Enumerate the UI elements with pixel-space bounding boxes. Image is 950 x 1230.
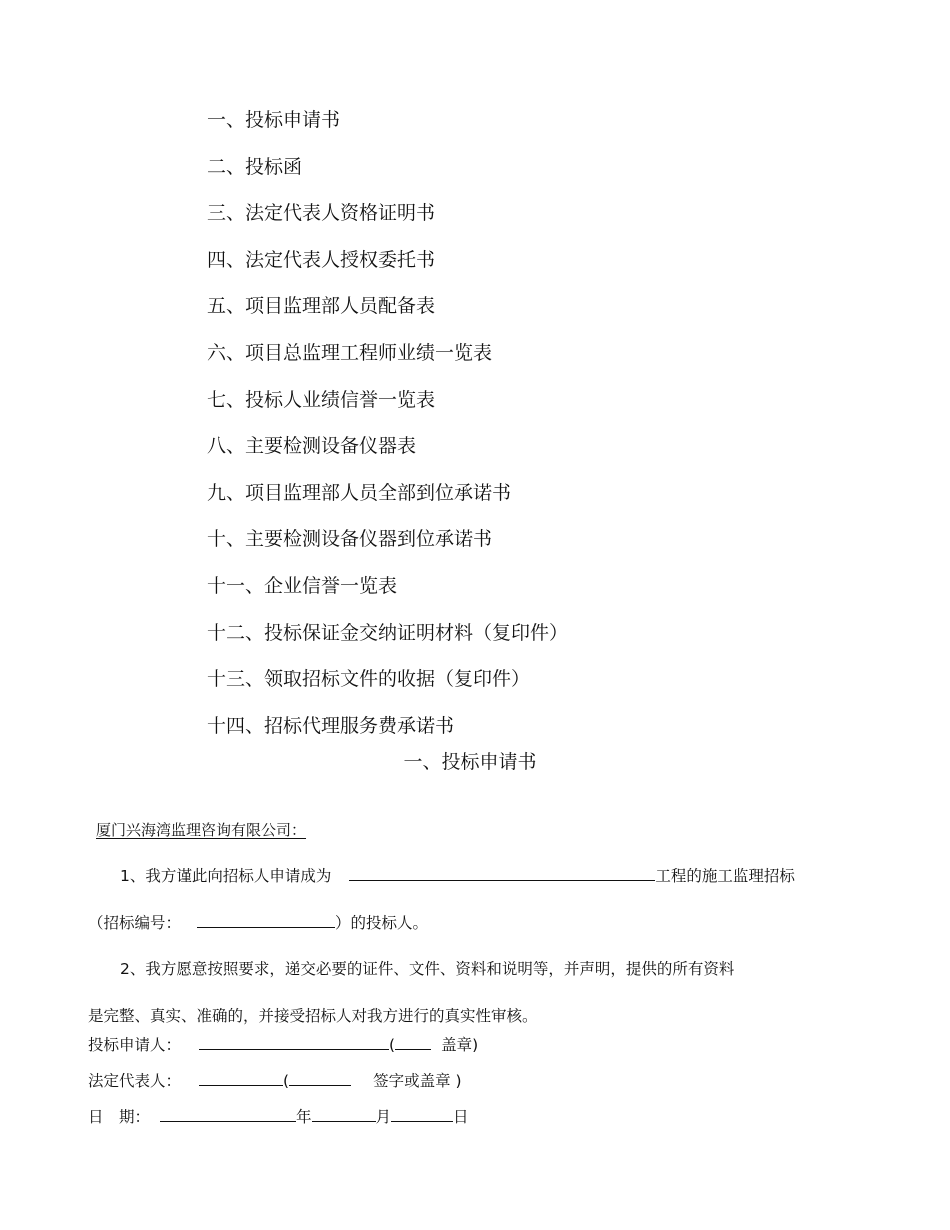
toc-item: 九、项目监理部人员全部到位承诺书 bbox=[207, 481, 512, 504]
representative-paren: ( bbox=[283, 1072, 290, 1090]
paragraph-1-text: 1、我方谨此向招标人申请成为 bbox=[120, 867, 332, 885]
applicant-seal-note: 盖章) bbox=[441, 1036, 479, 1054]
applicant-seal-blank[interactable] bbox=[395, 1034, 431, 1050]
toc-item: 十四、招标代理服务费承诺书 bbox=[207, 714, 455, 737]
paragraph-1-text-end: 工程的施工监理招标 bbox=[655, 867, 795, 885]
toc-item: 十二、投标保证金交纳证明材料（复印件） bbox=[207, 621, 569, 644]
bid-number-label: （招标编号： bbox=[88, 914, 182, 932]
month-blank[interactable] bbox=[312, 1106, 376, 1122]
toc-item: 三、法定代表人资格证明书 bbox=[207, 202, 436, 225]
day-label: 日 bbox=[453, 1108, 469, 1126]
toc-item: 十、主要检测设备仪器到位承诺书 bbox=[207, 528, 493, 551]
representative-label: 法定代表人： bbox=[88, 1072, 182, 1090]
bid-number-suffix: ）的投标人。 bbox=[335, 914, 429, 932]
applicant-blank[interactable] bbox=[199, 1034, 389, 1050]
toc-item: 七、投标人业绩信誉一览表 bbox=[207, 388, 436, 411]
toc-item: 五、项目监理部人员配备表 bbox=[207, 295, 436, 318]
applicant-signature-line bbox=[88, 1034, 478, 1056]
representative-signature-line bbox=[88, 1070, 462, 1092]
paragraph-1 bbox=[120, 865, 795, 887]
toc-item: 二、投标函 bbox=[207, 155, 303, 178]
toc-item: 十三、领取招标文件的收据（复印件） bbox=[207, 668, 531, 691]
representative-sign-note: 签字或盖章 ) bbox=[373, 1072, 462, 1090]
date-label: 日 期： bbox=[88, 1108, 151, 1126]
toc-item: 六、项目总监理工程师业绩一览表 bbox=[207, 341, 493, 364]
paragraph-2: 2、我方愿意按照要求，递交必要的证件、文件、资料和说明等，并声明，提供的所有资料 bbox=[120, 960, 735, 978]
year-blank[interactable] bbox=[160, 1106, 296, 1122]
bid-number-blank[interactable] bbox=[197, 912, 335, 928]
month-label: 月 bbox=[375, 1108, 392, 1126]
toc-item: 一、投标申请书 bbox=[207, 109, 341, 131]
project-name-blank[interactable] bbox=[349, 865, 655, 881]
year-label: 年 bbox=[296, 1108, 312, 1126]
addressee: 厦门兴海湾监理咨询有限公司： bbox=[96, 821, 307, 839]
date-line bbox=[88, 1106, 469, 1128]
section-title: 一、投标申请书 bbox=[403, 751, 537, 773]
representative-blank[interactable] bbox=[199, 1070, 283, 1086]
toc-item: 十一、企业信誉一览表 bbox=[207, 574, 398, 597]
representative-sign-blank[interactable] bbox=[289, 1070, 351, 1086]
paragraph-2-continued: 是完整、真实、准确的，并接受招标人对我方进行的真实性审核。 bbox=[88, 1007, 538, 1025]
applicant-label: 投标申请人： bbox=[88, 1036, 182, 1054]
day-blank[interactable] bbox=[391, 1106, 453, 1122]
toc-item: 八、主要检测设备仪器表 bbox=[207, 435, 417, 458]
table-of-contents bbox=[207, 106, 568, 758]
applicant-paren: ( bbox=[389, 1036, 396, 1054]
paragraph-1-continued bbox=[88, 912, 428, 934]
toc-item: 四、法定代表人授权委托书 bbox=[207, 248, 436, 271]
